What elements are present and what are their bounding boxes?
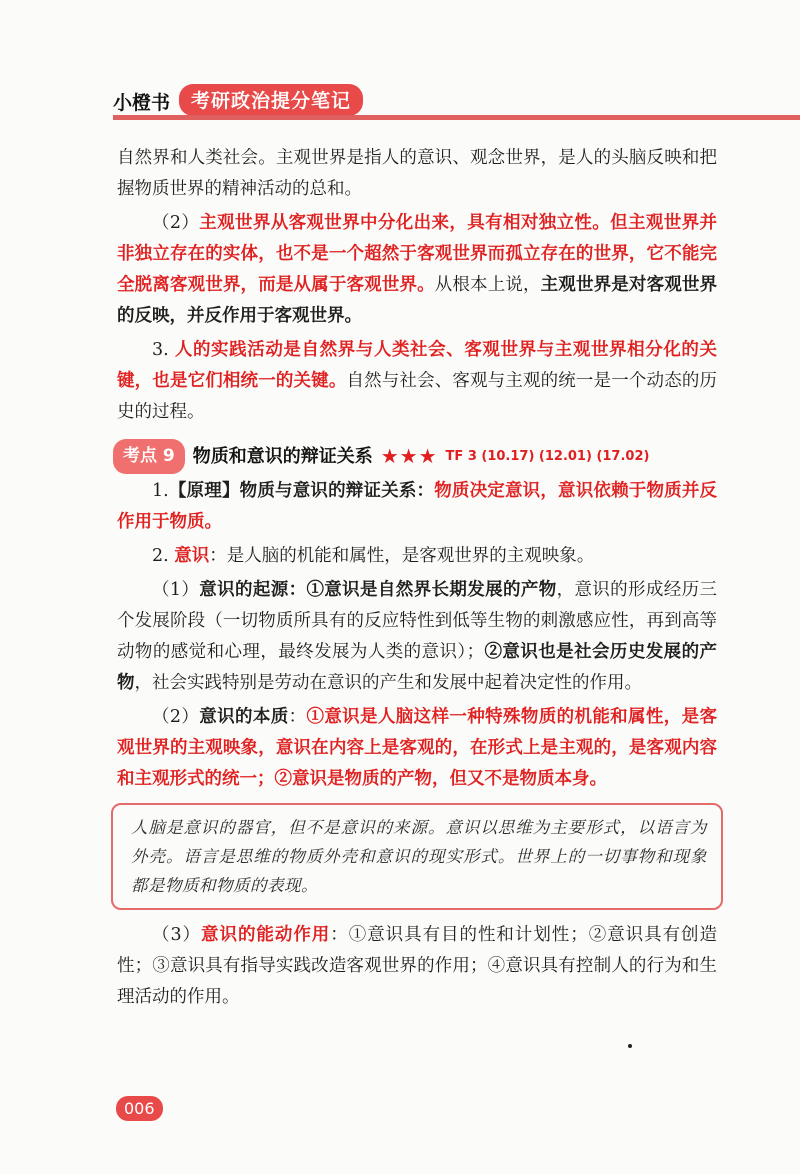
- paragraph-practice: 3. 人的实践活动是自然界与人类社会、客观世界与主观世界相分化的关键，也是它们相统一的关键。自然与社会、客观与主观的统一是一个动态的历史的过程。: [117, 340, 718, 422]
- key-point-title: 物质和意识的辩证关系: [192, 445, 373, 467]
- paragraph-consciousness: 2. 意识：是人脑的机能和属性，是客观世界的主观映象。: [152, 546, 595, 566]
- page-content: [117, 143, 717, 1016]
- paragraph-continuation: 自然界和人类社会。主观世界是指人的意识、观念世界，是人的头脑反映和把握物质世界的精神活动的总和。: [117, 148, 717, 199]
- key-point-badge: 考点 9: [113, 439, 185, 474]
- brand-name: 小橙书: [113, 92, 171, 114]
- paragraph-agency: （3）意识的能动作用：①意识具有目的性和计划性；②意识具有创造性；③意识具有指导实践改造客观世界的作用；④意识具有控制人的行为和生理活动的作用。: [117, 925, 718, 1007]
- page-header: [113, 78, 800, 122]
- page-number: 006: [116, 1096, 163, 1121]
- key-point-heading: [113, 440, 717, 472]
- note-box: 人脑是意识的器官，但不是意识的来源。意识以思维为主要形式，以语言为外壳。语言是思维的物质外壳和意识的现实形式。世界上的一切事物和现象都是物质和物质的表现。: [111, 803, 723, 910]
- paragraph-principle: 1.【原理】物质与意识的辩证关系：物质决定意识，意识依赖于物质并反作用于物质。: [117, 481, 718, 532]
- exam-frequency: TF 3 (10.17) (12.01) (17.02): [445, 448, 650, 464]
- importance-stars-icon: ★★★: [380, 443, 438, 468]
- paragraph-subjective-world: （2）主观世界从客观世界中分化出来，具有相对独立性。但主观世界并非独立存在的实体，也不是一个超然于客观世界而孤立存在的世界，它不能完全脱离客观世界，而是从属于客观世界。从根本上说，主观世界是对客观世界的反映，并反作用于客观世界。: [117, 213, 718, 326]
- ink-dot: [628, 1044, 632, 1048]
- paragraph-origin: （1）意识的起源：①意识是自然界长期发展的产物，意识的形成经历三个发展阶段（一切物质所具有的反应特性到低等生物的刺激感应性，再到高等动物的感觉和心理，最终发展为人类的意识）；②意识也是社会历史发展的产物，社会实践特别是劳动在意识的产生和发展中起着决定性的作用。: [117, 580, 718, 693]
- header-rule: [113, 115, 800, 120]
- paragraph-essence: （2）意识的本质：①意识是人脑这样一种特殊物质的机能和属性，是客观世界的主观映象，意识在内容上是客观的，在形式上是主观的，是客观内容和主观形式的统一；②意识是物质的产物，但又不是物质本身。: [117, 707, 718, 789]
- series-title: 考研政治提分笔记: [179, 84, 363, 116]
